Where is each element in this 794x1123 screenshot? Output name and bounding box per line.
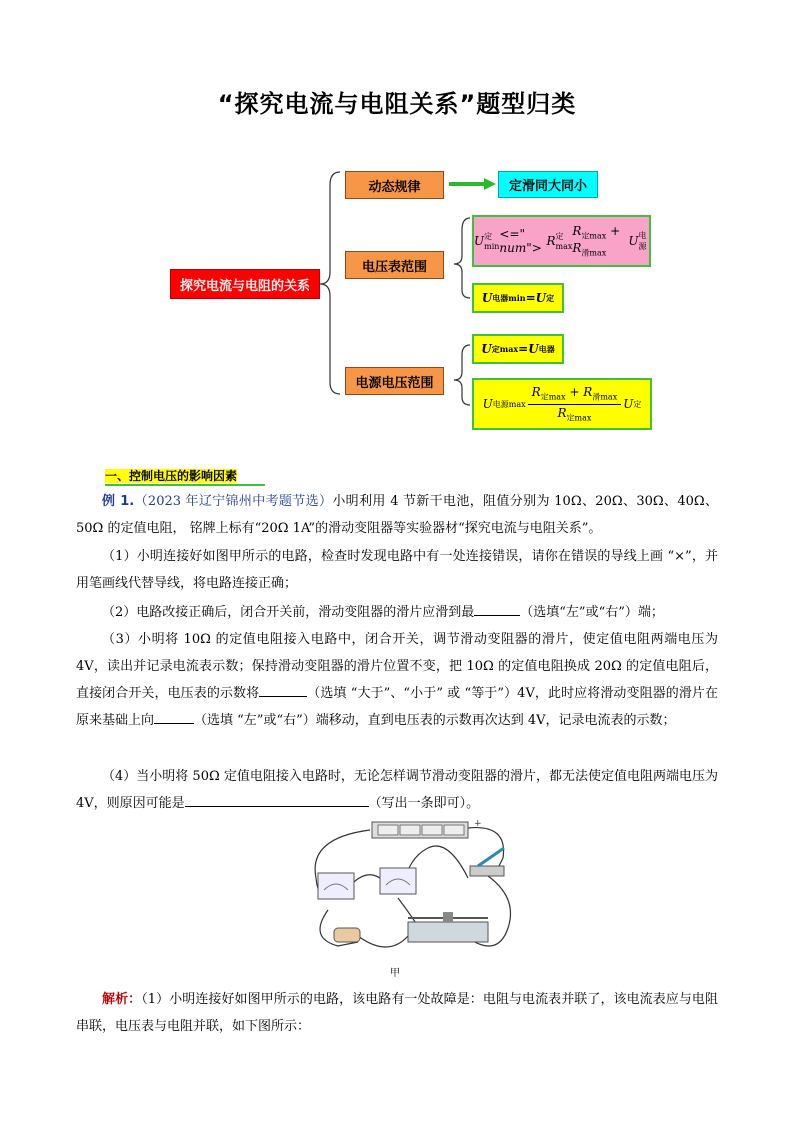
mindmap-root: 探究电流与电阻的关系 [170, 269, 320, 299]
mindmap-result-box: 定滑同大同小 [498, 171, 598, 198]
example-source: （2023 年辽宁锦州中考题节选） [134, 494, 333, 509]
page-title: “探究电流与电阻关系”题型归类 [217, 90, 577, 118]
question-3: （3）小明将 10Ω 的定值电阻接入电路中，闭合开关，调节滑动变阻器的滑片，使定值电阻两端电压为 4V，读出并记录电流表示数；保持滑动变阻器的滑片位置不变，把 10Ω 的定值电阻换成 20Ω 的定值电阻后，直接闭合开关，电压表的示数将 （选填 “大于”、“小于” 或 “等于”）4V，此时应将滑动变阻器的滑片在原来基础上向 （选填 “左”或“右”）端移动，直到电压表的示数再次达到 4V，记录电流表的示数； [76, 632, 718, 728]
question-2: （2）电路改接正确后，闭合开关前，滑动变阻器的滑片应滑到最 （选填“左”或“右”）端； [76, 599, 718, 626]
mindmap-branch-voltmeter: 电压表范围 [345, 251, 444, 279]
answer-paragraph: 解析：（1）小明连接好如图甲所示的电路，该电路有一处故障是：电阻与电流表并联了，该电流表应与电阻串联，电压表与电阻并联，如下图所示： [76, 992, 718, 1034]
circuit-figure [298, 818, 528, 968]
figure-caption: 甲 [390, 968, 400, 979]
question-4: （4）当小明将 50Ω 定值电阻接入电路时，无论怎样调节滑动变阻器的滑片，都无法使定值电阻两端电压为 4V，则原因可能是 （写出一条即可）。 [76, 769, 718, 811]
example-label: 例 1. [102, 494, 135, 509]
answer-label: 解析： [102, 992, 142, 1007]
question-1: （1）小明连接好如图甲所示的电路，检查时发现电路中有一处连接错误，请你在错误的导线上画 “×”，并用笔画线代替导线，将电路连接正确； [76, 549, 718, 591]
svg-text:+: + [474, 819, 482, 829]
mindmap-branch-dynamic: 动态规律 [345, 171, 444, 199]
mindmap-branch-source: 电源电压范围 [345, 367, 444, 395]
formula-min-voltage: U 定min <=" num"> R 定max $R_{定max} + R_{滑max}$ U 电源 [472, 215, 651, 267]
formula-max-source: U 电源max $\frac{R_{定max} + R_{滑max}}{R_{定max}}$ U 定 [472, 378, 652, 430]
formula-equal-min: U 电器min =U 定 [472, 283, 564, 313]
section-heading: 一、控制电压的影响因素 [105, 467, 237, 484]
formula-equal-max: U 定max =U 电器 [472, 334, 564, 364]
example-intro: 例 1.（2023 年辽宁锦州中考题节选）小明利用 4 节新干电池，阻值分别为 10Ω、20Ω、30Ω、40Ω、50Ω 的定值电阻， 铭牌上标有“20Ω 1A”的滑动变阻器等实验器材“探究电流与电阻关系”。 [76, 494, 719, 536]
